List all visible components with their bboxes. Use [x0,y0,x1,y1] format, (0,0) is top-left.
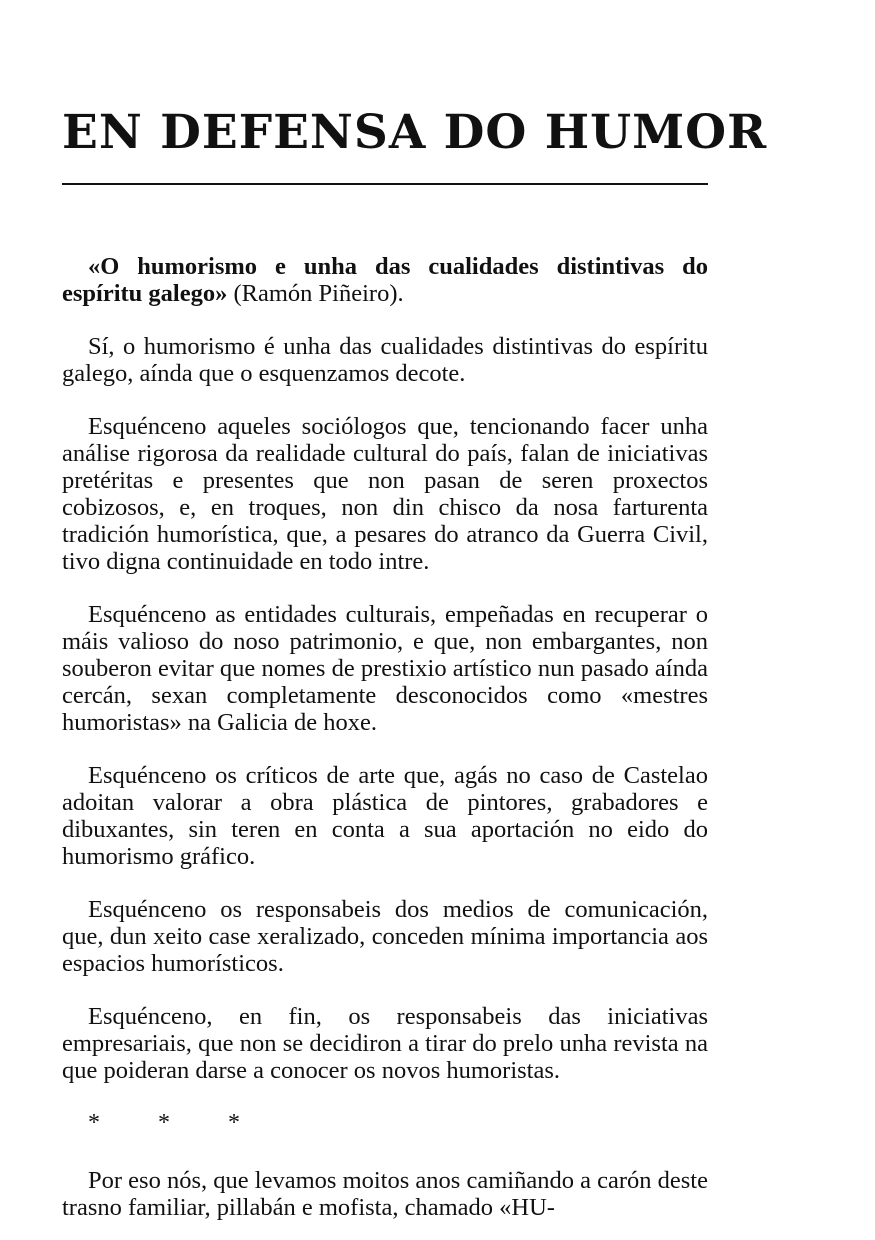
lead-quote: «O humorismo e unha das cualidades distintivas do espíritu galego» [62,253,708,307]
paragraph: Esquénceno aqueles sociólogos que, tencionando facer unha análise rigorosa da realidade cultural do país, falan de iniciativas pretéritas e presentes que non pasan de seren proxectos cobizosos, e, en troques, non din chisco da nosa farturenta tradición humorística, que, a pesares do atranco da Guerra Civil, tivo digna continuidade en todo intre. [62,413,708,575]
paragraph: Esquénceno as entidades culturais, empeñadas en recuperar o máis valioso do noso patrimonio, e que, non embargantes, non souberon evitar que nomes de prestixio artístico nun pasado aínda cercán, sexan completamente desconocidos como «mestres humoristas» na Galicia de hoxe. [62,601,708,736]
paragraph: Esquénceno os responsabeis dos medios de comunicación, que, dun xeito case xeralizado, conceden mínima importancia aos espacios humorísticos. [62,896,708,977]
lead-attribution: (Ramón Piñeiro). [227,280,404,307]
page-title: EN DEFENSA DO HUMOR [62,105,768,160]
article-body [62,253,708,1221]
closing-paragraph: Por eso nós, que levamos moitos anos camiñando a carón deste trasno familiar, pillabán e mofista, chamado «HU- [62,1167,708,1221]
section-separator: * * * [88,1110,266,1136]
paragraph: Sí, o humorismo é unha das cualidades distintivas do espíritu galego, aínda que o esquenzamos decote. [62,333,708,387]
title-divider [62,183,708,185]
paragraph: Esquénceno, en fin, os responsabeis das iniciativas empresariais, que non se decidiron a tirar do prelo unha revista na que poideran darse a conocer os novos humoristas. [62,1003,708,1084]
lead-paragraph [62,253,708,307]
paragraph: Esquénceno os críticos de arte que, agás no caso de Castelao adoitan valorar a obra plástica de pintores, grabadores e dibuxantes, sin teren en conta a sua aportación no eido do humorismo gráfico. [62,762,708,870]
